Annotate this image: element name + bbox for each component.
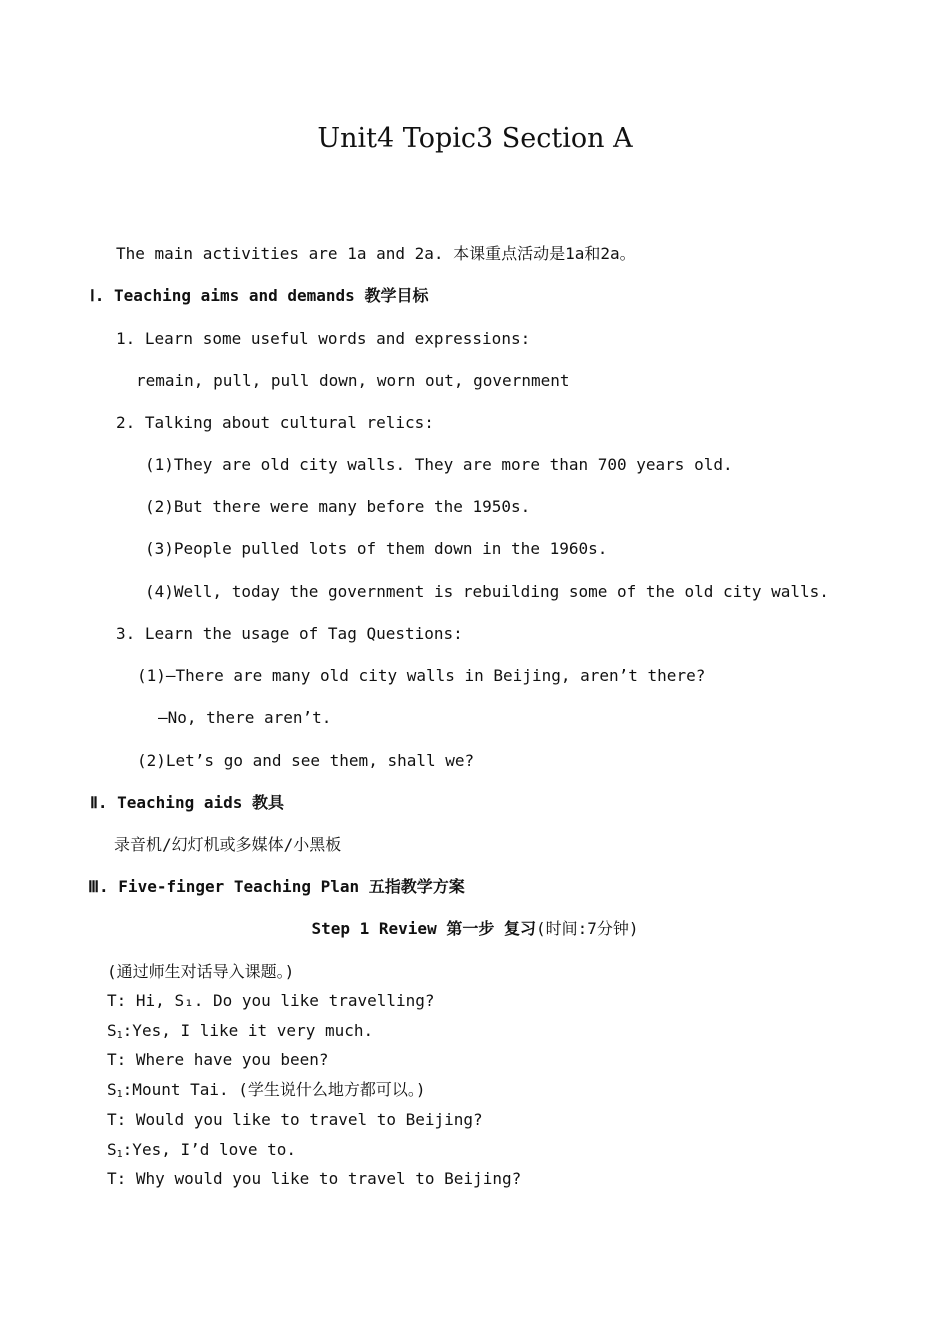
aim-item-2-line: (3)People pulled lots of them down in the 1960s. xyxy=(145,539,608,558)
dialogue-text: : Why would you like to travel to Beijing? xyxy=(116,1169,522,1188)
aim-item-1-words: remain, pull, pull down, worn out, government xyxy=(136,371,570,390)
speaker-label: S xyxy=(107,1140,117,1159)
aim-item-1: 1. Learn some useful words and expressions: xyxy=(116,329,531,348)
aim-item-2: 2. Talking about cultural relics: xyxy=(116,413,434,432)
speaker-subscript: 1 xyxy=(116,1089,123,1100)
dialogue-line xyxy=(107,991,435,1016)
aim-item-3: 3. Learn the usage of Tag Questions: xyxy=(116,624,463,643)
dialogue-line xyxy=(107,1169,521,1194)
dialogue-text: :Yes, I like it very much. xyxy=(122,1021,374,1040)
step-note: (通过师生对话导入课题。) xyxy=(107,962,295,981)
speaker-subscript: 1 xyxy=(116,1149,123,1160)
aim-item-3-line: (1)—There are many old city walls in Beijing, aren’t there? xyxy=(137,666,706,685)
aim-item-2-line: (1)They are old city walls. They are more than 700 years old. xyxy=(145,455,733,474)
speaker-label: T xyxy=(107,1169,117,1188)
section-heading-plan: Ⅲ. Five-finger Teaching Plan 五指教学方案 xyxy=(88,877,465,896)
speaker-label: T xyxy=(107,1110,117,1129)
aim-item-3-line: (2)Let’s go and see them, shall we? xyxy=(137,751,475,770)
dialogue-text: : Hi, S₁. Do you like travelling? xyxy=(116,991,435,1010)
dialogue-line xyxy=(107,1140,296,1165)
speaker-label: T xyxy=(107,991,117,1010)
page-title: Unit4 Topic3 Section A xyxy=(317,123,633,154)
section-heading-aids: Ⅱ. Teaching aids 教具 xyxy=(90,793,285,812)
step-time: (时间:7分钟) xyxy=(535,919,639,938)
aim-item-2-line: (2)But there were many before the 1950s. xyxy=(145,497,531,516)
speaker-subscript: 1 xyxy=(116,1030,123,1041)
dialogue-line xyxy=(107,1050,329,1075)
dialogue-text: :Mount Tai. (学生说什么地方都可以。) xyxy=(122,1080,426,1099)
speaker-label: T xyxy=(107,1050,117,1069)
section-heading-aims: Ⅰ. Teaching aims and demands 教学目标 xyxy=(90,286,429,305)
step-heading xyxy=(0,919,950,939)
aim-item-3-line: —No, there aren’t. xyxy=(158,708,332,727)
intro-text: The main activities are 1a and 2a. 本课重点活动是1a和2a。 xyxy=(116,244,636,263)
step-title: Step 1 Review 第一步 复习 xyxy=(311,919,536,938)
dialogue-text: : Where have you been? xyxy=(116,1050,329,1069)
aim-item-2-line: (4)Well, today the government is rebuilding some of the old city walls. xyxy=(145,582,829,601)
dialogue-line xyxy=(107,1080,426,1105)
dialogue-text: : Would you like to travel to Beijing? xyxy=(116,1110,483,1129)
dialogue-line xyxy=(107,1110,483,1135)
speaker-label: S xyxy=(107,1080,117,1099)
dialogue-line xyxy=(107,1021,373,1046)
dialogue-text: :Yes, I’d love to. xyxy=(122,1140,297,1159)
teaching-aids-text: 录音机/幻灯机或多媒体/小黑板 xyxy=(114,835,342,854)
speaker-label: S xyxy=(107,1021,117,1040)
